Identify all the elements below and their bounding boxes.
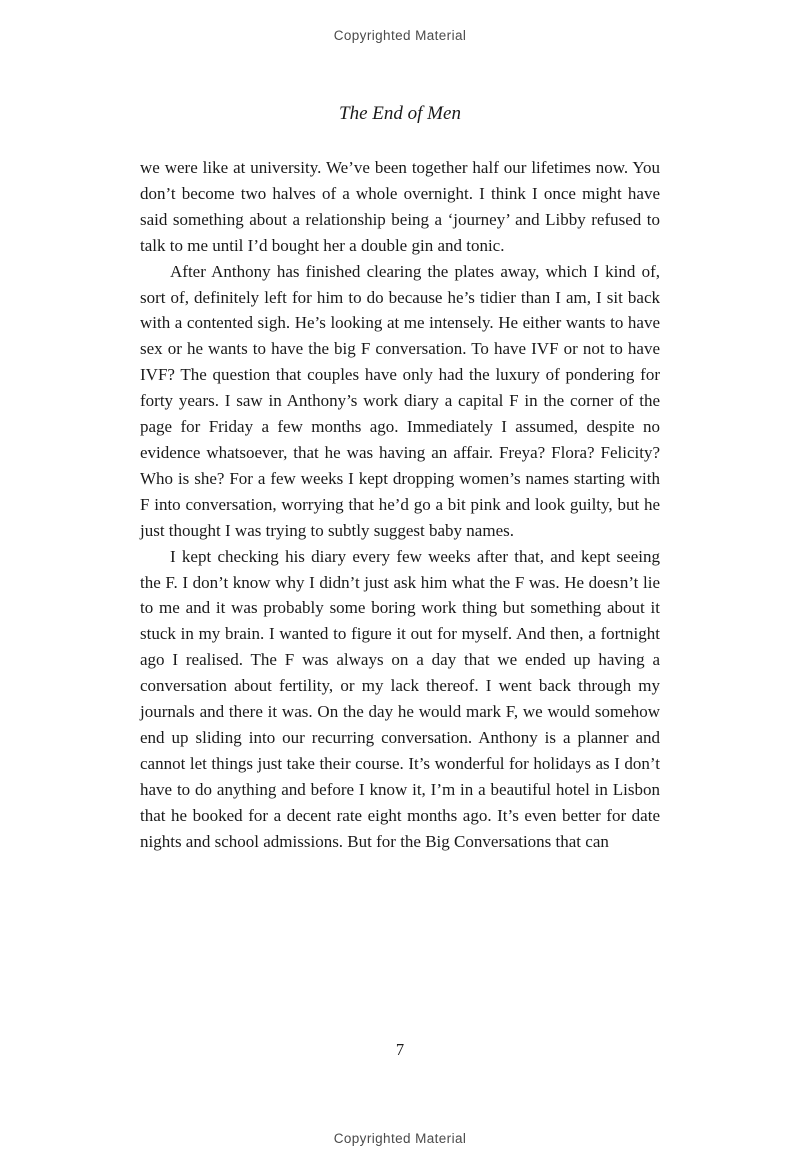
copyright-notice-top: Copyrighted Material bbox=[333, 28, 467, 43]
page-number: 7 bbox=[395, 1040, 405, 1059]
copyright-notice-bottom: Copyrighted Material bbox=[333, 1131, 467, 1146]
page-content bbox=[140, 103, 660, 854]
paragraph-2: After Anthony has finished clearing the plates away, which I kind of, sort of, definitely left for him to do because he’s tidier than I am, I sit back with a contented sigh. He’s looking at me intensely. He either wants to have sex or he wants to have the big F conversation. To have IVF or not to have IVF? The question that couples have only had the luxury of pondering for forty years. I saw in Anthony’s work diary a capital F in the corner of the page for Friday a few months ago. Immediately I assumed, despite no evidence whatsoever, that he was having an affair. Freya? Flora? Felicity? Who is she? For a few weeks I kept dropping women’s names starting with F into conversation, worrying that he’d go a bit pink and look guilty, but he just thought I was trying to subtly suggest baby names. bbox=[140, 261, 660, 540]
paragraph-3: I kept checking his diary every few weeks after that, and kept seeing the F. I don’t know why I didn’t just ask him what the F was. He doesn’t lie to me and it was probably some boring work thing but something about it stuck in my brain. I wanted to figure it out for myself. And then, a fortnight ago I realised. The F was always on a day that we ended up having a conversation about fertility, or my lack thereof. I went back through my journals and there it was. On the day he would mark F, we would somehow end up sliding into our recurring conversation. Anthony is a planner and cannot let things just take their course. It’s wonderful for holidays as I don’t have to do anything and before I know it, I’m in a beautiful hotel in Lisbon that he booked for a decent rate eight months ago. It’s even better for date nights and school admissions. But for the Big Conversations that can bbox=[140, 546, 660, 851]
book-title: The End of Men bbox=[339, 103, 461, 124]
body-text bbox=[140, 155, 660, 854]
paragraph-1: we were like at university. We’ve been together half our lifetimes now. You don’t become two halves of a whole overnight. I think I once might have said something about a relationship being a ‘journey’ and Libby refused to talk to me until I’d bought her a double gin and tonic. bbox=[140, 158, 660, 255]
